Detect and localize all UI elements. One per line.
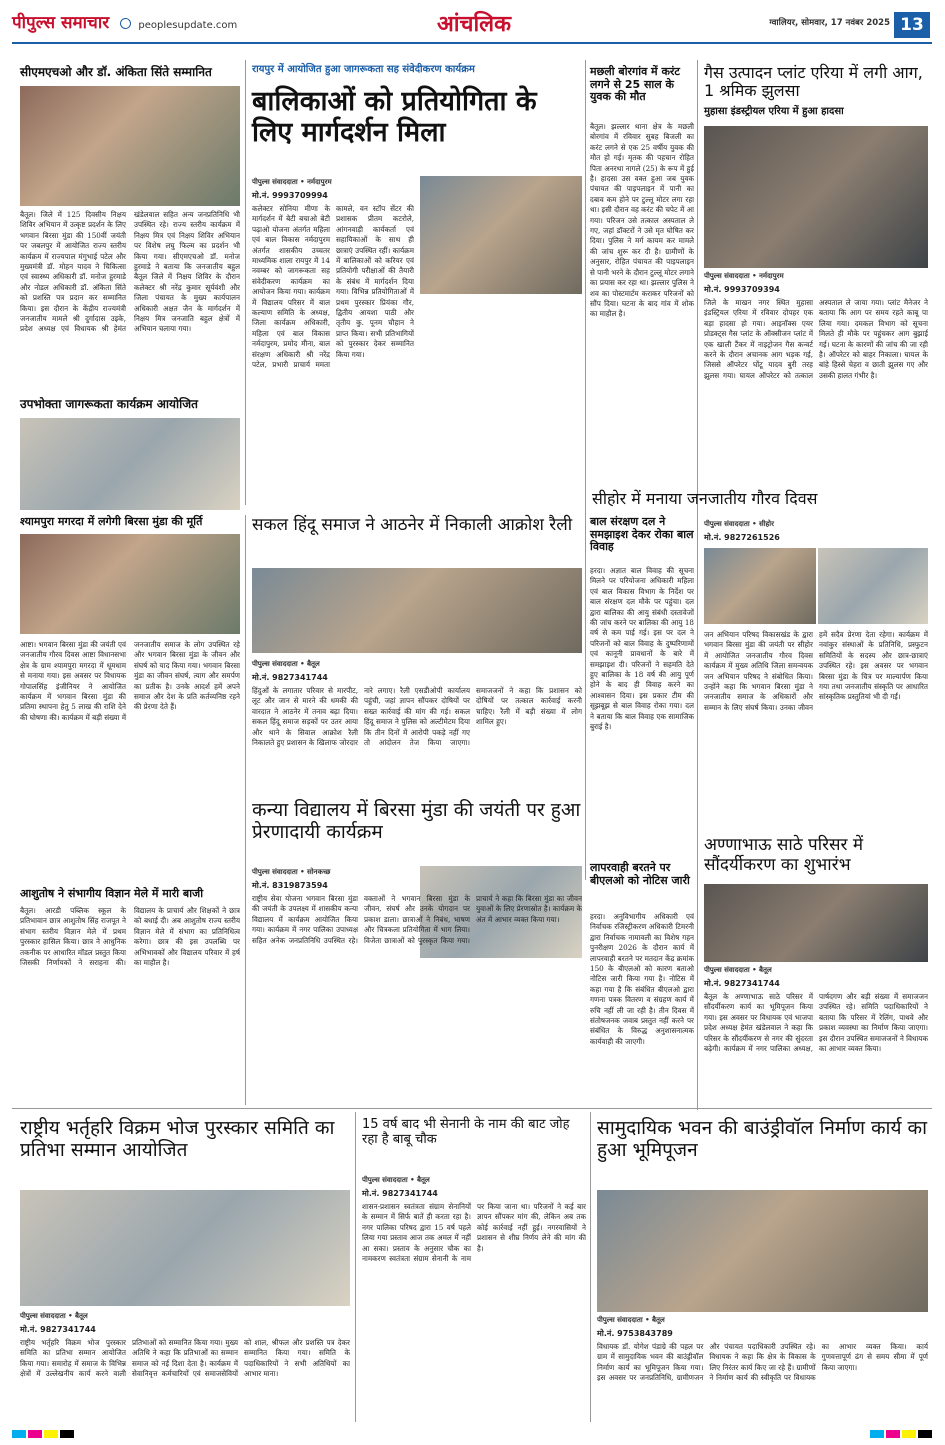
byline-community-hall: पीपुल्स संवाददाता • बैतूल (597, 1316, 665, 1324)
body-annabhau: बैतूल के अण्णाभाऊ साठे परिसर में सौंदर्यीकरण कार्य का भूमिपूजन किया गया। इस अवसर पर विधायक एवं भाजपा प्रदेश अध्यक्ष हेमंत खंडेलवाल ने कहा कि परिसर के सौंदर्यीकरण से नगर की सुंदरता बढ़ेगी। कार्यक्रम में नगर पालिका अध्यक्ष, पार्षदगण और बड़ी संख्या में समाजजन उपस्थित रहे। समिति पदाधिकारियों ने बताया कि परिसर में रेलिंग, पाथवे और प्रकाश व्यवस्था का निर्माण किया जाएगा। इस दौरान उपस्थित समाजजनों ने विधायक का आभार व्यक्त किया। (704, 992, 928, 1054)
headline-sehore: सीहोर में मनाया जनजातीय गौरव दिवस (592, 489, 818, 508)
photo-annabhau (704, 884, 928, 962)
mobile-gas-fire: मो.नं. 9993709394 (704, 285, 780, 294)
body-balika: कलेक्टर सोनिया मीणा के मार्गदर्शन में बेटी बचाओ बेटी पढ़ाओ योजना अंतर्गत महिला एवं बाल विकास नर्मदापुरम अंतर्गत शासकीय उच्चतर माध्यमिक शाला रायपुर में 14 नवम्बर को जागरूकता सह संवेदीकरण कार्यक्रम का आयोजन किया गया। कार्यक्रम में विद्यालय परिसर में बाल कल्याण समिति के अध्यक्ष, जिला कार्यक्रम अधिकारी, महिला एवं बाल विकास नर्मदापुरम, प्रमोद मीना, बाल संरक्षण अधिकारी श्री नरेंद्र पटेल, प्रभारी प्राचार्य ममता कामले, वन स्टॉप सेंटर की प्रशासक प्रीतम कटरोले, आंगनवाड़ी कार्यकर्ता एवं सहायिकाओं के साथ ही छात्राएं उपस्थित रहीं। कार्यक्रम में बालिकाओं को करियर एवं प्रतियोगी परीक्षाओं की तैयारी के संबंध में मार्गदर्शन दिया गया। विभिन्न प्रतियोगिताओं में प्रथम पुरस्कार प्रियंका गौर, द्वितीय आयशा पाठी और तृतीय कु. पूनम चौहान ने प्राप्त किया। सभी प्रतिभागियों को पुरस्कार देकर सम्मानित किया गया। (252, 204, 414, 370)
photo-shyampura (20, 534, 240, 634)
photo-sehore-2 (818, 548, 928, 624)
kicker-raipur: रायपुर में आयोजित हुआ जागरूकता सह संवेदीकरण कार्यक्रम (252, 64, 475, 75)
photo-consumer (20, 418, 240, 510)
header-rule (12, 42, 932, 44)
headline-rally: सकल हिंदू समाज ने आठनेर में निकाली आक्रोश रैली (252, 515, 573, 535)
headline-balika: बालिकाओं को प्रतियोगिता के लिए मार्गदर्शन मिला (252, 86, 537, 149)
headline-kanya-school: कन्या विद्यालय में बिरसा मुंडा की जयंती पर हुआ प्रेरणादायी कार्यक्रम (252, 799, 581, 843)
byline-sehore: पीपुल्स संवाददाता • सीहोर (704, 520, 774, 528)
body-blo-notice: हरदा। अनुविभागीय अधिकारी एवं निर्वाचक रजिस्ट्रीकरण अधिकारी टिमरनी द्वारा निर्वाचक नामावली का विशेष गहन पुनरीक्षण 2026 के दौरान कार्य में लापरवाही बरतने पर मतदान केंद्र क्रमांक 150 के बीएलओ को कारण बताओ नोटिस जारी किया गया है। नोटिस में कहा गया है कि संबंधित बीएलओ द्वारा गणना पत्रक वितरण व संग्रहण कार्य में रुचि नहीं ली जा रही है। तीन दिवस में संतोषजनक जवाब प्रस्तुत नहीं करने पर संबंधित के विरुद्ध अनुशासनात्मक कार्यवाही की जाएगी। (590, 912, 694, 1046)
body-community-hall: विधायक डॉ. योगेश पंडाग्रे की पहल पर ग्राम में सामुदायिक भवन की बाउंड्रीवॉल निर्माण कार्य का भूमिपूजन किया गया। इस अवसर पर जनप्रतिनिधि, ग्रामीणजन और पंचायत पदाधिकारी उपस्थित रहे। विधायक ने कहा कि क्षेत्र के विकास के लिए निरंतर कार्य किए जा रहे हैं। ग्रामीणों ने निर्माण कार्य की स्वीकृति पर विधायक का आभार व्यक्त किया। कार्य गुणवत्तापूर्ण ढंग से समय सीमा में पूर्ण किया जाएगा। (597, 1342, 928, 1383)
byline-rally: पीपुल्स संवाददाता • बैतूल (252, 660, 320, 668)
photo-rally (252, 568, 582, 653)
body-kanya-school: राष्ट्रीय सेवा योजना भगवान बिरसा मुंडा की जयंती के उपलक्ष्य में शासकीय कन्या विद्यालय में कार्यक्रम आयोजित किया गया। कार्यक्रम में नगर पालिका उपाध्यक्ष सहित अनेक जनप्रतिनिधि उपस्थित रहे। वक्ताओं ने भगवान बिरसा मुंडा के जीवन, संघर्ष और उनके योगदान पर प्रकाश डाला। छात्राओं ने निबंध, भाषण और चित्रकला प्रतियोगिता में भाग लिया। विजेता छात्राओं को पुरस्कृत किया गया। प्राचार्य ने कहा कि बिरसा मुंडा का जीवन युवाओं के लिए प्रेरणास्रोत है। कार्यक्रम के अंत में आभार व्यक्त किया गया। (252, 894, 582, 945)
photo-cmho-award (20, 86, 240, 206)
headline-blo-notice: लापरवाही बरतने पर बीएलओ को नोटिस जारी (590, 861, 690, 887)
headline-babu-chowk: 15 वर्ष बाद भी सेनानी के नाम की बाट जोह रहा है बाबू चौक (362, 1117, 570, 1147)
body-cmho: बैतूल। जिले में 125 दिवसीय निक्षय शिविर अभियान में उत्कृष्ट प्रदर्शन के लिए भगवान बिरसा मुंडा की 150वीं जयंती पर जबलपुर में आयोजित राज्य स्तरीय कार्यक्रम में राज्यपाल मंगुभाई पटेल और मुख्यमंत्री डॉ. मोहन यादव ने चिकित्सा एवं स्वास्थ्य अधिकारी डॉ. मनोज हुरमाडे और नोडल अधिकारी डॉ. अंकिता सिंते को प्रशस्ति पत्र प्रदान कर सम्मानित किया। इस दौरान के केंद्रीय राज्यमंत्री जनजातीय मामले श्री दुर्गादास उइके, प्रदेश अध्यक्ष एवं विधायक श्री हेमंत खंडेलवाल सहित अन्य जनप्रतिनिधि भी उपस्थित रहे। राज्य स्तरीय कार्यक्रम में निक्षय मित्र एवं निक्षय शिविर अभियान पर विशेष लघु फिल्म का प्रदर्शन भी किया गया। सीएमएचओ डॉ. मनोज हुरमाडे ने बताया कि जनजातीय बहुल बैतूल जिले में निक्षय शिविर के दौरान कलेक्टर श्री नरेंद्र कुमार सूर्यवंशी और जिला पंचायत के मुख्य कार्यपालन अधिकारी अक्षत जैन के मार्गदर्शन में निक्षय मित्र जनजाति बहुल क्षेत्रों में अभियान चलाया गया। (20, 210, 240, 334)
byline-bhoj-award: पीपुल्स संवाददाता • बैतूल (20, 1312, 88, 1320)
mobile-rally: मो.नं. 9827341744 (252, 673, 328, 682)
registration-yellow-right (902, 1430, 916, 1438)
photo-bhoj-award (20, 1190, 350, 1306)
mobile-babu-chowk: मो.नं. 9827341744 (362, 1189, 438, 1198)
headline-consumer: उपभोक्ता जागरूकता कार्यक्रम आयोजित (20, 397, 198, 411)
body-shyampura: आष्टा। भगवान बिरसा मुंडा की जयंती एवं जनजातीय गौरव दिवस आष्टा विधानसभा क्षेत्र के ग्राम श्यामपुरा मगरदा में धूमधाम से मनाया गया। इस अवसर पर विधायक गोपालसिंह इंजीनियर ने आयोजित कार्यक्रम में भगवान बिरसा मुंडा की प्रतिमा स्थापना हेतु 5 लाख की राशि देने की घोषणा की। कार्यक्रम में बड़ी संख्या में जनजातीय समाज के लोग उपस्थित रहे और भगवान बिरसा मुंडा के जीवन और संघर्ष को याद किया गया। भगवान बिरसा मुंडा का जीवन संघर्ष, त्याग और समर्पण का प्रतीक है। उनके आदर्श हमें अपने समाज और देश के प्रति कर्तव्यनिष्ठ रहने की प्रेरणा देते हैं। (20, 640, 240, 722)
dateline: ग्वालियर, सोमवार, 17 नवंबर 2025 (769, 18, 890, 28)
body-bhoj-award: राष्ट्रीय भर्तृहरि विक्रम भोज पुरस्कार समिति का प्रतिभा सम्मान आयोजित किया गया। समारोह में समाज के विभिन्न क्षेत्रों में उल्लेखनीय कार्य करने वाली प्रतिभाओं को सम्मानित किया गया। मुख्य अतिथि ने कहा कि प्रतिभाओं का सम्मान समाज को नई दिशा देता है। कार्यक्रम में सेवानिवृत्त कर्मचारियों एवं समाजसेवियों को शाल, श्रीफल और प्रशस्ति पत्र देकर सम्मानित किया गया। समिति के पदाधिकारियों ने सभी अतिथियों का आभार माना। (20, 1338, 350, 1379)
registration-magenta-right (886, 1430, 900, 1438)
subhead-gas-fire: मुहासा इंडस्ट्रीयल एरिया में हुआ हादसा (704, 106, 844, 117)
globe-icon (120, 18, 131, 29)
headline-shyampura: श्यामपुरा मगरदा में लगेगी बिरसा मुंडा की मूर्ति (20, 515, 203, 528)
registration-cyan-right (870, 1430, 884, 1438)
website-link[interactable]: peoplesupdate.com (138, 20, 238, 31)
photo-balika-event (420, 176, 582, 294)
headline-bhoj-award: राष्ट्रीय भर्तृहरि विक्रम भोज पुरस्कार समिति का प्रतिभा सम्मान आयोजित (20, 1117, 335, 1161)
mobile-kanya-school: मो.नं. 8319873594 (252, 881, 328, 890)
headline-gas-fire: गैस उत्पादन प्लांट एरिया में लगी आग, 1 श्रमिक झुलसा (704, 63, 923, 101)
byline-babu-chowk: पीपुल्स संवाददाता • बैतूल (362, 1176, 430, 1184)
section-title: आंचलिक (437, 12, 511, 37)
masthead (12, 10, 237, 38)
photo-community-hall (597, 1190, 928, 1312)
mobile-bhoj-award: मो.नं. 9827341744 (20, 1325, 96, 1334)
registration-magenta (28, 1430, 42, 1438)
mobile-community-hall: मो.नं. 9753843789 (597, 1329, 673, 1338)
mobile-annabhau: मो.नं. 9827341744 (704, 979, 780, 988)
body-sehore: जन अभियान परिषद विकासखंड के द्वारा भगवान बिरसा मुंडा की जयंती पर सीहोर में आयोजित जनजातीय गौरव दिवस कार्यक्रम में मुख्य अतिथि जिला समन्वयक जन अभियान परिषद ने संबोधित किया। उन्होंने कहा कि भगवान बिरसा मुंडा ने जनजातीय समाज के अधिकारों और सम्मान के लिए संघर्ष किया। उनका जीवन हमें सदैव प्रेरणा देता रहेगा। कार्यक्रम में नवांकुर संस्थाओं के प्रतिनिधि, प्रस्फुटन समितियों के सदस्य और छात्र-छात्राएं उपस्थित रहे। इस अवसर पर भगवान बिरसा मुंडा के चित्र पर माल्यार्पण किया गया तथा जनजातीय संस्कृति पर आधारित सांस्कृतिक प्रस्तुतियां भी दी गईं। (704, 630, 928, 712)
headline-community-hall: सामुदायिक भवन की बाउंड्रीवॉल निर्माण कार्य का हुआ भूमिपूजन (597, 1117, 928, 1161)
body-child-marriage: हरदा। अज्ञात बाल विवाह की सूचना मिलने पर परियोजना अधिकारी महिला एवं बाल विकास विभाग के निर्देश पर बाल संरक्षण दल मौके पर पहुंचा। दल द्वारा बालिका की आयु संबंधी दस्तावेजों की जांच करने पर बालिका की आयु 18 वर्ष से कम पाई गई। इस पर दल ने परिजनों को बाल विवाह के दुष्परिणामों एवं कानूनी प्रावधानों के बारे में समझाइश दी। परिजनों ने सहमति देते हुए बालिका के 18 वर्ष की आयु पूर्ण होने के बाद ही विवाह करने का आश्वासन दिया। इस प्रकार टीम की सूझबूझ से बाल विवाह रोका गया। दल ने बताया कि बाल विवाह एक सामाजिक बुराई है। (590, 566, 694, 732)
body-babu-chowk: शासन-प्रशासन स्वतंत्रता संग्राम सेनानियों के सम्मान में सिर्फ बातें ही करता रहा है। नगर पालिका परिषद द्वारा 15 वर्ष पहले लिया गया प्रस्ताव आज तक अमल में नहीं आ सका। प्रस्ताव के अनुसार चौक का नामकरण स्वतंत्रता संग्राम सेनानी के नाम पर किया जाना था। परिजनों ने कई बार ज्ञापन सौंपकर मांग की, लेकिन अब तक कोई कार्रवाई नहीं हुई। नगरवासियों ने प्रशासन से शीघ्र निर्णय लेने की मांग की है। (362, 1202, 586, 1264)
registration-black-right (918, 1430, 932, 1438)
body-rally: हिंदुओं के लगातार परिवार से मारपीट, लूट और जान से मारने की धमकी की वारदात ने आठनेर में तनाव बढ़ा दिया। सकल हिंदू समाज सड़कों पर उतर आया और थाने के सिवाल आक्रोश रैली निकालते हुए प्रशासन के खिलाफ जोरदार नारे लगाए। रैली एसडीओपी कार्यालय पहुंची, जहां ज्ञापन सौंपकर दोषियों पर सख्त कार्रवाई की मांग की गई। सकल हिंदू समाज ने पुलिस को अल्टीमेटम दिया कि तीन दिनों में आरोपी पकड़े नहीं गए तो आंदोलन तेज किया जाएगा। समाजजनों ने कहा कि प्रशासन को दोषियों पर तत्काल कार्रवाई करनी चाहिए। रैली में बड़ी संख्या में लोग शामिल हुए। (252, 686, 582, 748)
headline-science-fair: आशुतोष ने संभागीय विज्ञान मेले में मारी बाजी (20, 887, 204, 900)
registration-cyan (12, 1430, 26, 1438)
registration-black (60, 1430, 74, 1438)
headline-electrocution: मछली बोरगांव में करंट लगने से 25 साल के युवक की मौत (590, 65, 680, 104)
photo-gas-plant (704, 126, 928, 268)
byline-kanya-school: पीपुल्स संवाददाता • सोनकच्छ (252, 868, 331, 876)
body-gas-fire: जिले के माखन नगर स्थित मुहासा इंडस्ट्रियल एरिया में रविवार दोपहर एक बड़ा हादसा हो गया। आइनॉक्स एयर प्रोडक्ट्स गैस प्लांट के ऑक्सीजन प्लांट में एक खाली टैंकर में नाइट्रोजन गैस कन्वर्ट करने के दौरान अचानक आग भड़क गई, जिससे ऑपरेटर घोंटू यादव बुरी तरह झुलस गया। घायल ऑपरेटर को तत्काल अस्पताल ले जाया गया। प्लांट मैनेजर ने बताया कि आग पर समय रहते काबू पा लिया गया। दमकल विभाग को सूचना मिलते ही मौके पर पहुंचकर आग बुझाई गई। घटना के कारणों की जांच की जा रही है। ऑपरेटर को बाहर निकाला। घायल के बांहे हिस्से चेहरा व छाती झुलस गए और उसकी हालत गंभीर है। (704, 298, 928, 380)
mobile-sehore: मो.नं. 9827261526 (704, 533, 780, 542)
byline-annabhau: पीपुल्स संवाददाता • बैतूल (704, 966, 772, 974)
body-science-fair: बैतूल। आरडी पब्लिक स्कूल के प्रतिभावान छात्र आशुतोष सिंह राजपूत ने संभाग स्तरीय विज्ञान मेले में प्रथम पुरस्कार हासिल किया। छात्र ने आधुनिक तकनीक पर आधारित मॉडल प्रस्तुत किया जिसकी निर्णायकों ने सराहना की। विद्यालय के प्राचार्य और शिक्षकों ने छात्र को बधाई दी। अब आशुतोष राज्य स्तरीय विज्ञान मेले में संभाग का प्रतिनिधित्व करेगा। छात्र की इस उपलब्धि पर अभिभावकों और विद्यालय परिवार में हर्ष का माहौल है। (20, 906, 240, 968)
headline-cmho: सीएमएचओ और डॉ. अंकिता सिंते सम्मानित (20, 65, 212, 79)
byline-balika: पीपुल्स संवाददाता • नर्मदापुरम (252, 178, 332, 186)
headline-annabhau: अण्णाभाऊ साठे परिसर में सौंदर्यीकरण का शुभारंभ (704, 835, 864, 875)
photo-sehore-1 (704, 548, 816, 624)
headline-child-marriage: बाल संरक्षण दल ने समझाइश देकर रोका बाल विवाह (590, 515, 694, 554)
body-electrocution: बैतूल। झल्लार थाना क्षेत्र के मछली बोरगांव में रविवार सुबह बिजली का करंट लगने से एक 25 वर्षीय युवक की मौत हो गई। मृतक की पहचान रोहित पिता अनरथा नागले (25) के रूप में हुई है। हादसा उस वक्त हुआ जब युवक पंचायत की पाइपलाइन में पानी का दबाव कम होने पर टुल्लू मोटर लगा रहा था। इसी दौरान वह करंट की चपेट में आ गया। परिजन उसे तत्काल अस्पताल ले गए, जहां डॉक्टरों ने उसे मृत घोषित कर दिया। पुलिस ने मर्ग कायम कर मामले की जांच शुरू कर दी है। ग्रामीणों के अनुसार, रोहित पंचायत की पाइपलाइन से पानी भरने के दौरान टुल्लू मोटर लगाने का प्रयास कर रहा था। झल्लार पुलिस ने शव का पोस्टमार्टम कराकर परिजनों को सौंप दिया। घटना के बाद गांव में शोक का माहौल है। (590, 122, 694, 319)
registration-yellow (44, 1430, 58, 1438)
mobile-balika: मो.नं. 9993709994 (252, 191, 328, 200)
masthead-title: पीपुल्स समाचार (12, 13, 110, 33)
byline-gas-fire: पीपुल्स संवाददाता • नर्मदापुरम (704, 272, 784, 280)
page-number: 13 (894, 12, 930, 38)
